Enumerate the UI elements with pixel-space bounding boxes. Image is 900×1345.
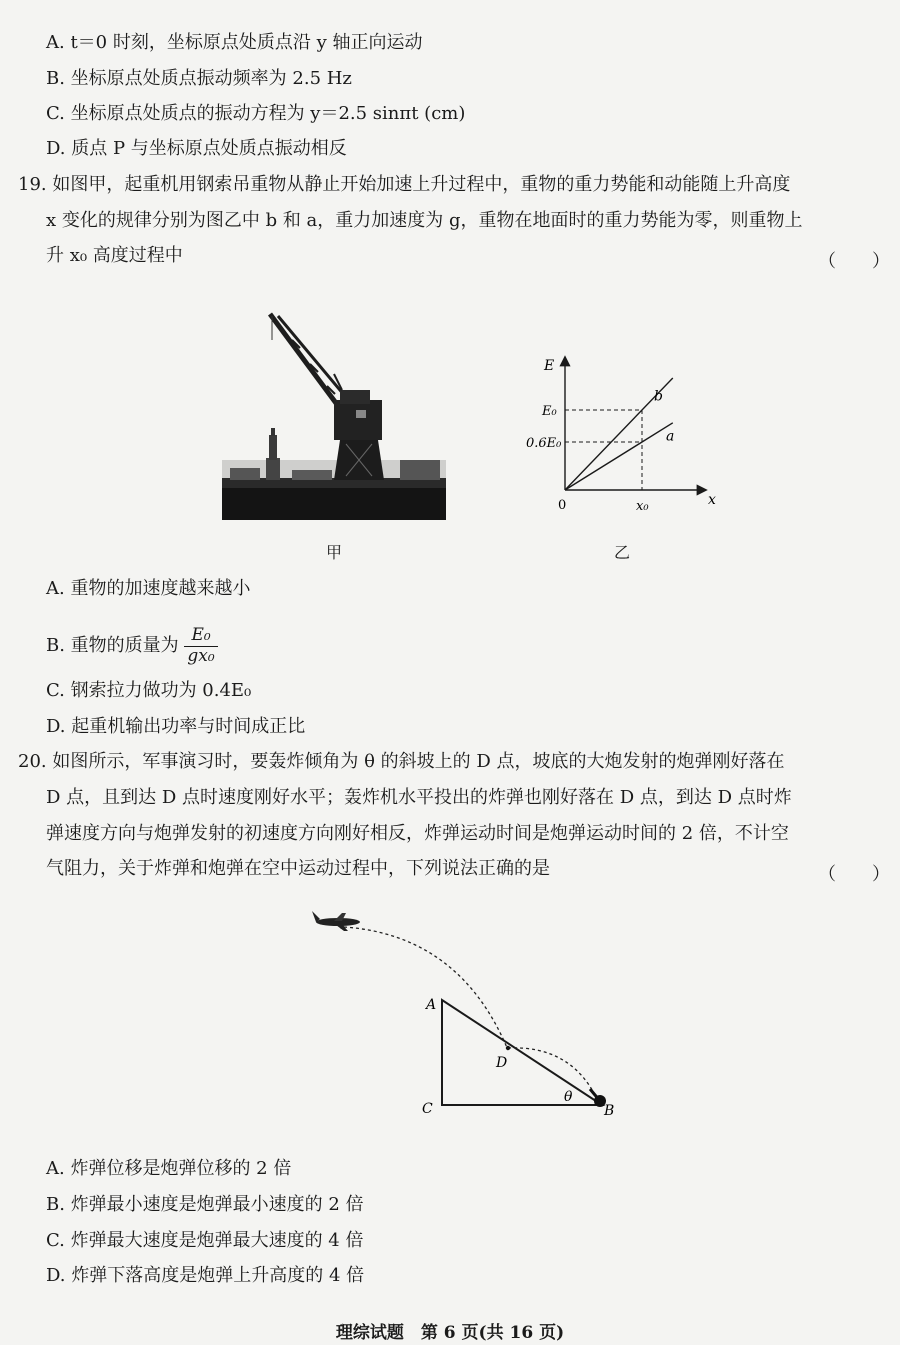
label-b: B: [604, 1103, 615, 1119]
label-theta: θ: [564, 1089, 573, 1105]
q19-stem-line-2: x 变化的规律分别为图乙中 b 和 a，重力加速度为 g，重物在地面时的重力势能为零，则重物上: [46, 210, 803, 231]
fraction-numerator: E₀: [184, 626, 217, 647]
q18-option-d: D. 质点 P 与坐标原点处质点振动相反: [46, 138, 347, 159]
y-axis-label: E: [544, 358, 555, 374]
q20-answer-paren: （ ）: [818, 864, 890, 885]
q19-option-b: [46, 626, 218, 666]
q19-option-b-prefix: B. 重物的质量为: [46, 635, 179, 657]
bomb-trajectory: [344, 927, 508, 1050]
q18-option-a: A. t＝0 时刻，坐标原点处质点沿 y 轴正向运动: [46, 32, 423, 53]
q20-option-d: D. 炸弹下落高度是炮弹上升高度的 4 倍: [46, 1265, 365, 1286]
q19-stem-line-3: 升 x₀ 高度过程中: [46, 245, 183, 266]
page-footer: 理综试题 第 6 页(共 16 页): [335, 1323, 565, 1343]
figure-yi-caption: 乙: [614, 543, 631, 562]
series-a-line: [565, 423, 673, 490]
q20-stem-line-3: 弹速度方向与炮弹发射的初速度方向刚好相反，炸弹运动时间是炮弹运动时间的 2 倍，不计空: [46, 823, 789, 844]
q19-answer-paren: （ ）: [818, 251, 890, 272]
q19-option-d: D. 起重机输出功率与时间成正比: [46, 716, 306, 737]
y-tick-e0: E₀: [542, 404, 557, 419]
origin-label: 0: [558, 498, 567, 513]
point-d-marker: [506, 1046, 510, 1050]
slope-triangle: [442, 1000, 602, 1105]
q18-option-b: B. 坐标原点处质点振动频率为 2.5 Hz: [46, 68, 352, 89]
mass-fraction: [184, 626, 217, 666]
label-c: C: [422, 1101, 433, 1117]
label-d: D: [496, 1055, 508, 1071]
y-tick-06e0: 0.6E₀: [526, 436, 562, 451]
fraction-denominator: gx₀: [187, 645, 215, 666]
x-axis-label: x: [708, 492, 716, 508]
q18-option-c: C. 坐标原点处质点的振动方程为 y＝2.5 sinπt (cm): [46, 103, 466, 124]
q20-option-b: B. 炸弹最小速度是炮弹最小速度的 2 倍: [46, 1194, 364, 1215]
crane-photo: [222, 310, 446, 520]
slope-diagram: [300, 905, 630, 1130]
energy-chart: [520, 352, 730, 520]
q19-stem-line-1: 19. 如图甲，起重机用钢索吊重物从静止开始加速上升过程中，重物的重力势能和动能随上升高度: [18, 174, 791, 195]
q20-stem-line-1: 20. 如图所示，军事演习时，要轰炸倾角为 θ 的斜坡上的 D 点，坡底的大炮发射的炮弹刚好落在: [18, 751, 785, 772]
x-tick-x0: x₀: [636, 499, 649, 514]
series-a-label: a: [666, 428, 675, 445]
figure-jia-caption: 甲: [326, 543, 343, 562]
q20-stem-line-4: 气阻力，关于炸弹和炮弹在空中运动过程中，下列说法正确的是: [46, 858, 550, 879]
q19-option-c: C. 钢索拉力做功为 0.4E₀: [46, 680, 252, 701]
label-a: A: [426, 997, 437, 1013]
q20-option-c: C. 炸弹最大速度是炮弹最大速度的 4 倍: [46, 1230, 364, 1251]
q20-option-a: A. 炸弹位移是炮弹位移的 2 倍: [46, 1158, 292, 1179]
series-b-label: b: [654, 388, 663, 405]
q20-stem-line-2: D 点，且到达 D 点时速度刚好水平；轰炸机水平投出的炸弹也刚好落在 D 点，到达 D 点时炸: [46, 787, 792, 808]
q19-option-a: A. 重物的加速度越来越小: [46, 578, 251, 599]
